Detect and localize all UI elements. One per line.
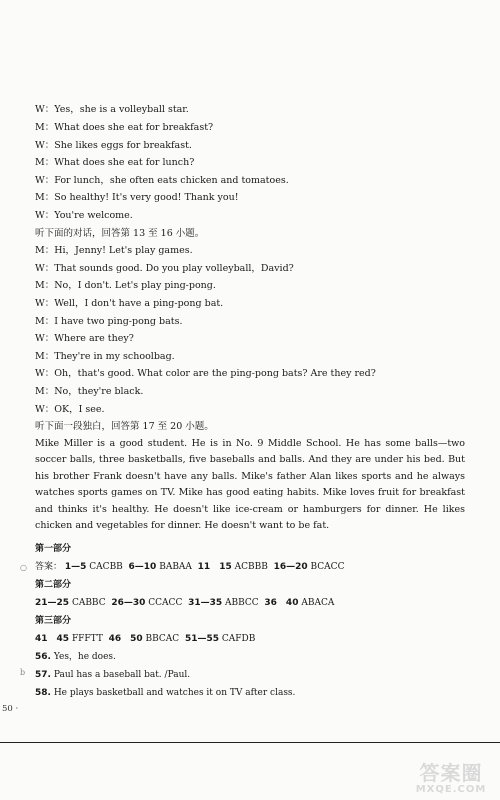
dialogue-line: W：Well，I don't have a ping-pong bat. xyxy=(35,298,224,309)
dialogue-line: M：Hi，Jenny! Let's play games. xyxy=(35,245,193,256)
answer-value: CAFDB xyxy=(221,634,256,644)
answer-value: CCACC xyxy=(148,598,183,608)
answer-value: CACBB xyxy=(89,562,123,572)
monologue-paragraph: Mike Miller is a good student. He is in No. 9 Middle School. He has some balls—two soccer balls, three basketballs, five baseballs and balls. And they are under his bed. But his brother Frank doesn't have any balls. Mike's father Alan likes sports and he always watches sports games on TV. Mike has good eating habits. Mike loves fruit for breakfast and thinks it's healthy. He doesn't like ice-cream or hamburgers for dinner. He likes chicken and vegetables for dinner. He doesn't want to be fat. xyxy=(35,438,465,532)
answer-range: 1—5 xyxy=(64,562,87,572)
answer-q58 xyxy=(35,687,295,699)
dialogue-line: M：I have two ping-pong bats. xyxy=(35,316,183,327)
dialogue-line: M：No，they're black. xyxy=(35,386,144,397)
dialogue-line: W：That sounds good. Do you play volleyball，David? xyxy=(35,263,294,274)
dialogue-line: M：They're in my schoolbag. xyxy=(35,351,175,362)
answer-q56 xyxy=(35,651,116,663)
answer-q57 xyxy=(35,669,190,681)
dialogue-line: M：What does she eat for breakfast? xyxy=(35,122,214,133)
answer-range: 11 15 xyxy=(197,562,232,572)
question-number: 58. xyxy=(35,688,51,698)
answers-part3-title: 第三部分 xyxy=(35,616,72,626)
answers-part3-row xyxy=(35,633,255,645)
question-number: 57. xyxy=(35,670,51,680)
answer-value: FFFTT xyxy=(71,634,103,644)
dialogue-line: W：OK，I see. xyxy=(35,404,105,415)
answer-text: Yes，he does. xyxy=(53,652,116,662)
answer-value: ABACA xyxy=(301,598,335,608)
answer-range: 51—55 xyxy=(184,634,219,644)
answer-range: 36 40 xyxy=(264,598,299,608)
answer-range: 21—25 xyxy=(35,598,70,608)
dialogue-line: W：Oh，that's good. What color are the ping-pong bats? Are they red? xyxy=(35,368,376,379)
answers-part2-row xyxy=(35,597,334,609)
answer-range: 41 45 xyxy=(35,634,70,644)
dialogue-line: W：She likes eggs for breakfast. xyxy=(35,140,192,151)
margin-mark: ○ xyxy=(20,563,27,572)
section-heading: 听下面一段独白，回答第 17 至 20 小题。 xyxy=(35,421,214,432)
answer-range: 6—10 xyxy=(128,562,157,572)
watermark-top: 答案圈 xyxy=(419,761,483,785)
answer-range: 46 50 xyxy=(108,634,143,644)
answer-range: 26—30 xyxy=(111,598,146,608)
dialogue-line: M：What does she eat for lunch? xyxy=(35,157,195,168)
answer-value: ACBBB xyxy=(234,562,268,572)
answer-range: 31—35 xyxy=(188,598,223,608)
answer-value: ABBCC xyxy=(225,598,259,608)
watermark-logo xyxy=(406,762,496,798)
answer-prefix: 答案： xyxy=(35,562,63,572)
dialogue-line: M：So healthy! It's very good! Thank you! xyxy=(35,192,239,203)
question-number: 56. xyxy=(35,652,51,662)
dialogue-line: W：You're welcome. xyxy=(35,210,133,221)
answer-value: BABAA xyxy=(159,562,192,572)
answer-value: BCACC xyxy=(310,562,345,572)
answer-value: BBCAC xyxy=(145,634,180,644)
margin-mark: b xyxy=(20,668,26,677)
answer-range: 16—20 xyxy=(273,562,308,572)
dialogue-line: W：Where are they? xyxy=(35,333,134,344)
answer-text: Paul has a baseball bat. /Paul. xyxy=(53,670,191,680)
section-heading: 听下面的对话，回答第 13 至 16 小题。 xyxy=(35,228,205,239)
answers-part1-title: 第一部分 xyxy=(35,544,72,554)
dialogue-line: W：Yes，she is a volleyball star. xyxy=(35,104,189,115)
dialogue-line: W：For lunch，she often eats chicken and tomatoes. xyxy=(35,175,289,186)
answers-part2-title: 第二部分 xyxy=(35,580,72,590)
answers-part1-row xyxy=(35,561,344,573)
answer-text: He plays basketball and watches it on TV after class. xyxy=(53,688,296,698)
watermark-bottom: MXQE.COM xyxy=(415,784,487,795)
answer-value: CABBC xyxy=(71,598,106,608)
dialogue-line: M：No，I don't. Let's play ping-pong. xyxy=(35,280,216,291)
page-number: 50 · xyxy=(2,704,19,714)
page-rule xyxy=(0,742,500,743)
